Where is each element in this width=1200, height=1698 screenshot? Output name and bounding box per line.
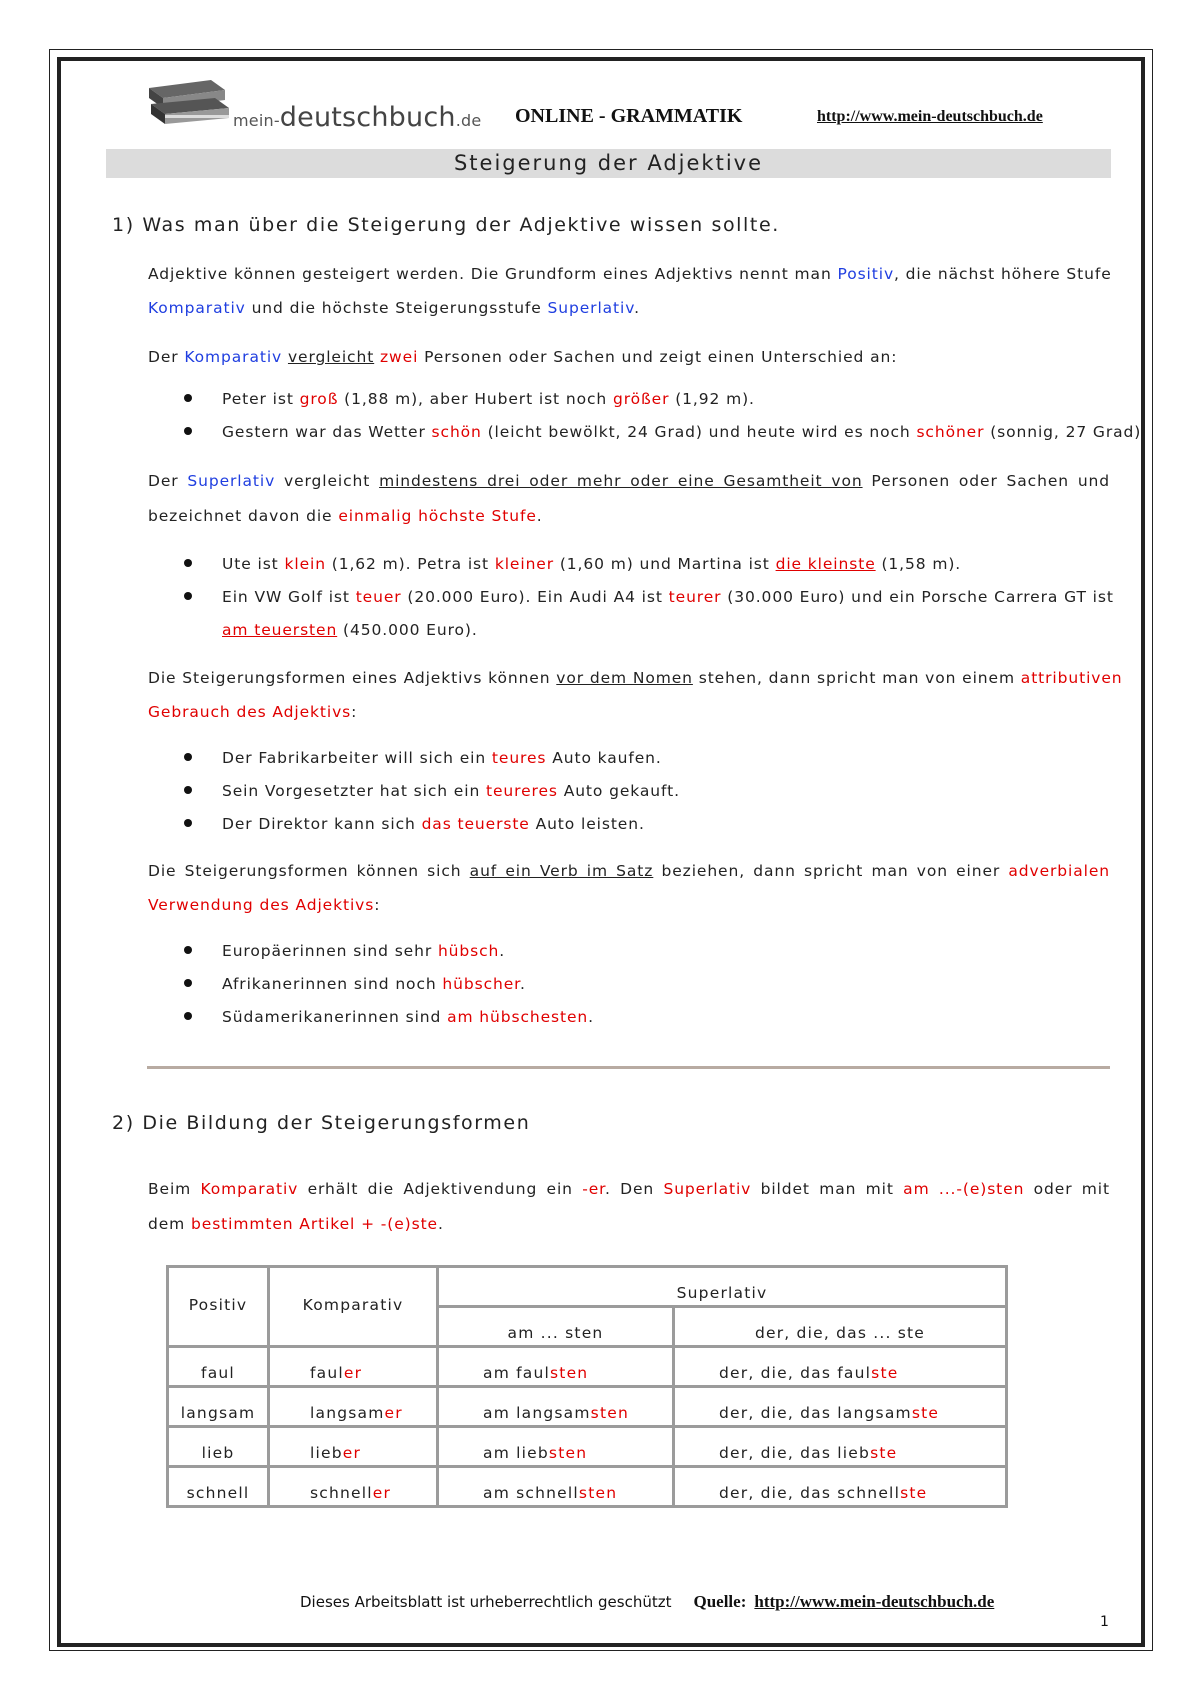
list-item: Südamerikanerinnen sind am hübschesten. xyxy=(222,1008,594,1026)
page-number: 1 xyxy=(1100,1614,1109,1630)
bullet-dot xyxy=(184,427,192,435)
list-item: Afrikanerinnen sind noch hübscher. xyxy=(222,975,526,993)
header-komparativ: Komparativ xyxy=(270,1268,436,1345)
bullet-dot xyxy=(184,559,192,567)
cell-positiv: schnell xyxy=(169,1468,267,1505)
footer xyxy=(300,1592,994,1612)
cell-positiv: langsam xyxy=(169,1388,267,1425)
section-divider xyxy=(147,1066,1110,1069)
footer-source-link[interactable]: http://www.mein-deutschbuch.de xyxy=(754,1592,995,1611)
cell-der-die-das: der, die, das faulste xyxy=(675,1348,1005,1385)
cell-komparativ: lieber xyxy=(270,1428,436,1465)
books-logo-icon xyxy=(145,74,233,132)
list-item: Sein Vorgesetzter hat sich ein teureres Auto gekauft. xyxy=(222,782,680,800)
header-positiv: Positiv xyxy=(169,1268,267,1345)
steigerung-table xyxy=(166,1265,1008,1508)
cell-am-sten: am langsamsten xyxy=(439,1388,672,1425)
cell-komparativ: langsamer xyxy=(270,1388,436,1425)
header-url-link[interactable]: http://www.mein-deutschbuch.de xyxy=(817,108,1043,125)
cell-der-die-das: der, die, das liebste xyxy=(675,1428,1005,1465)
cell-der-die-das: der, die, das langsamste xyxy=(675,1388,1005,1425)
cell-der-die-das: der, die, das schnellste xyxy=(675,1468,1005,1505)
cell-positiv: lieb xyxy=(169,1428,267,1465)
cell-komparativ: schneller xyxy=(270,1468,436,1505)
header-superlativ: Superlativ xyxy=(439,1268,1005,1305)
header xyxy=(145,74,1105,134)
bullet-dot xyxy=(184,946,192,954)
table-row xyxy=(169,1388,1005,1425)
list-item: Der Direktor kann sich das teuerste Auto leisten. xyxy=(222,815,645,833)
list-item-continuation: am teuersten (450.000 Euro). xyxy=(222,621,478,639)
header-am-sten: am ... sten xyxy=(439,1308,672,1345)
cell-am-sten: am faulsten xyxy=(439,1348,672,1385)
worksheet: mein-deutschbuch.de ONLINE - GRAMMATIK http://www.mein-deutschbuch.de Steigerung der Adjektive 1) Was man über die Steigerung der Adjektive wissen sollte. Adjektive können gesteigert werden. Die Grundform eines Adjektivs nennt man Positiv, die nächst höhere Stufe Komparativ und die höchste Steigerungsstufe Superlativ. Der Komparativ vergleicht zwei Personen oder Sachen und zeigt einen Unterschied an: Peter ist groß (1,88 m), aber Hubert ist noch größer (1,92 m). Gestern war das Wetter schön (leicht bewölkt, 24 Grad) und heute wird es noch schöner (sonnig, 27 Grad). Der Superlativ vergleicht mindestens drei oder mehr oder eine Gesamtheit von Personen oder Sachen und bezeichnet davon die einmalig höchste Stufe. Ute ist klein (1,62 m). Petra ist kleiner (1,60 m) und Martina ist die kleinste (1,58 m). Ein VW Golf ist teuer (20.000 Euro). Ein Audi A4 ist teurer (30.000 Euro) und ein Porsche Carrera GT ist am teuersten (450.000 Euro). Die Steigerungsformen eines Adjektivs können vor dem Nomen stehen, dann spricht man von einem attributiven Gebrauch des Adjektivs: Der Fabrikarbeiter will sich ein teures Auto kaufen. Sein Vorgesetzter hat sich ein teureres Auto gekauft. Der Direktor kann sich das teuerste Auto leisten. Die Steigerungsformen können sich auf ein Verb im Satz beziehen, dann spricht man von einer adverbialen Verwendung des Adjektivs: Europäerinnen sind sehr hübsch. Afrikanerinnen sind noch hübscher. Südamerikanerinnen sind am hübschesten. 2) Die Bildung der Steigerungsformen Beim Komparativ erhält die Adjektivendung ein -er. Den Superlativ bildet man mit am ...-(e)sten oder mit dem bestimmten Artikel + -(e)ste. Positiv Komparativ Superlativ am ... sten der, die, das ... ste faul fauler am faulsten der, die, das faulste langsam langsamer am langsamsten der, die, das langsamste lieb lieber am liebsten der, die, das liebste schnell schneller am schnellsten der, die, das schnellste Dieses Arbeitsblatt ist urheberrechtlich geschützt Quelle: http://www.mein-deutschbuch.de 1 xyxy=(0,0,1200,1698)
section1-heading: 1) Was man über die Steigerung der Adjektive wissen sollte. xyxy=(112,214,780,236)
list-item: Europäerinnen sind sehr hübsch. xyxy=(222,942,506,960)
table-row xyxy=(169,1468,1005,1505)
header-der-die-das: der, die, das ... ste xyxy=(675,1308,1005,1345)
table-row xyxy=(169,1428,1005,1465)
page-title: Steigerung der Adjektive xyxy=(106,149,1111,178)
section2-heading: 2) Die Bildung der Steigerungsformen xyxy=(112,1112,531,1134)
cell-komparativ: fauler xyxy=(270,1348,436,1385)
bullet-dot xyxy=(184,394,192,402)
table-row xyxy=(169,1348,1005,1385)
header-section-label: ONLINE - GRAMMATIK xyxy=(515,105,743,127)
copyright-notice: Dieses Arbeitsblatt ist urheberrechtlich geschützt xyxy=(300,1593,672,1611)
table-header-row xyxy=(169,1268,1005,1305)
cell-am-sten: am liebsten xyxy=(439,1428,672,1465)
bullet-dot xyxy=(184,753,192,761)
brand-logo-text: mein-deutschbuch.de xyxy=(233,102,482,133)
list-item: Gestern war das Wetter schön (leicht bewölkt, 24 Grad) und heute wird es noch schöner (sonnig, 27 Grad). xyxy=(222,423,1148,441)
list-item: Peter ist groß (1,88 m), aber Hubert ist noch größer (1,92 m). xyxy=(222,390,755,408)
bullet-dot xyxy=(184,592,192,600)
bullet-dot xyxy=(184,786,192,794)
bullet-dot xyxy=(184,819,192,827)
source-label: Quelle: xyxy=(693,1592,747,1611)
list-item: Der Fabrikarbeiter will sich ein teures Auto kaufen. xyxy=(222,749,662,767)
cell-positiv: faul xyxy=(169,1348,267,1385)
bullet-dot xyxy=(184,979,192,987)
bullet-dot xyxy=(184,1012,192,1020)
list-item: Ute ist klein (1,62 m). Petra ist kleiner (1,60 m) und Martina ist die kleinste (1,58 m). xyxy=(222,555,962,573)
cell-am-sten: am schnellsten xyxy=(439,1468,672,1505)
